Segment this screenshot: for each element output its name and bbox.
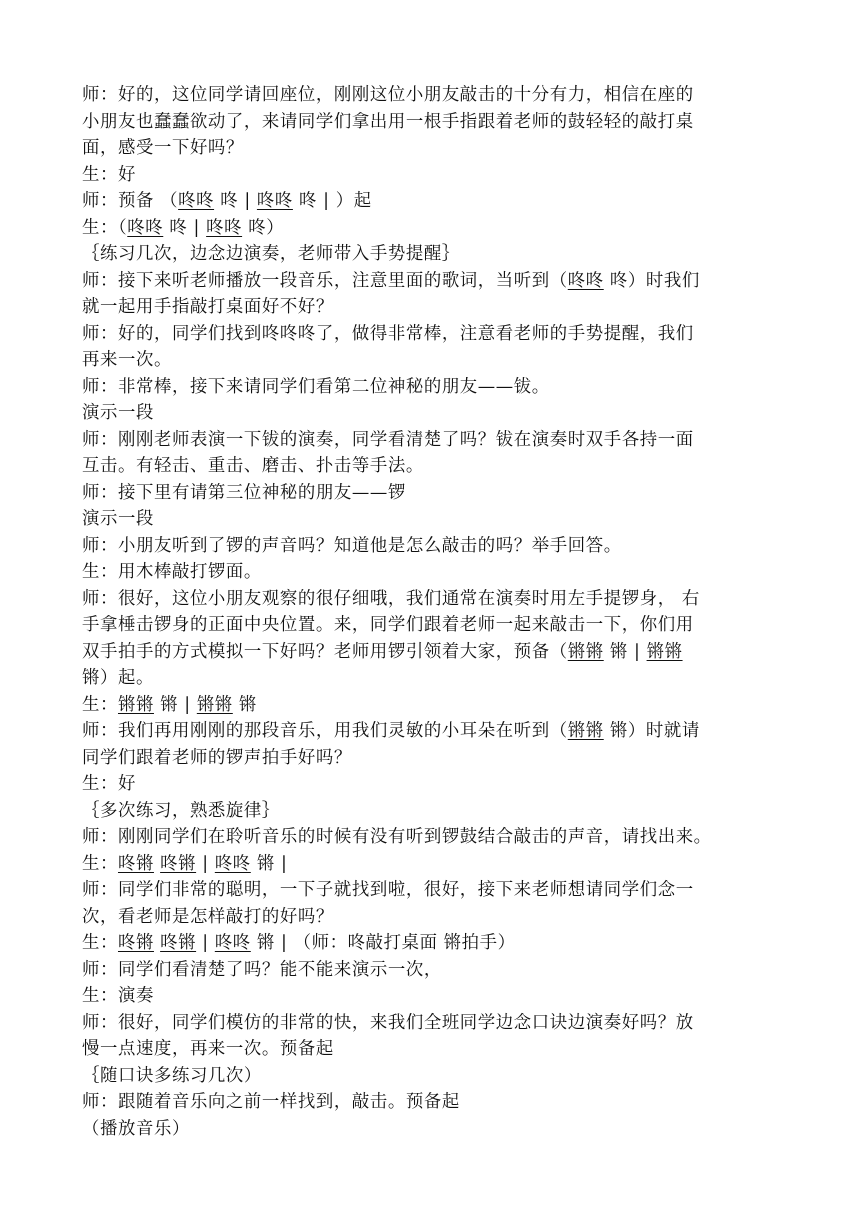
text-line [82, 241, 790, 268]
line-text: 咚） [242, 217, 285, 238]
text-line [82, 215, 790, 242]
text-line [82, 957, 790, 984]
line-text: 师：同学们非常的聪明，一下子就找到啦，很好，接下来老师想请同学们念一 [82, 880, 694, 900]
line-text: 咚 | [163, 217, 207, 238]
text-line [82, 294, 790, 321]
text-line [82, 1010, 790, 1037]
text-line [82, 162, 790, 189]
underlined-rhythm-text: 咚咚 [214, 853, 251, 874]
text-line [82, 188, 790, 215]
line-text: 咚）时我们 [603, 270, 700, 291]
underlined-rhythm-text: 锵锵 [196, 694, 233, 715]
text-line [82, 718, 790, 745]
text-line [82, 1089, 790, 1116]
line-text: | [196, 933, 215, 953]
text-line [82, 586, 790, 613]
line-text: 师：我们再用刚刚的那段音乐，用我们灵敏的小耳朵在听到（ [82, 721, 568, 741]
text-line [82, 665, 790, 692]
line-text: 师：接下里有请第三位神秘的朋友——锣 [82, 482, 406, 503]
text-line [82, 533, 790, 560]
line-text: ｛随口诀多练习几次） [82, 1065, 262, 1086]
line-text: 锵 | （师：咚敲打桌面 锵拍手） [250, 933, 516, 953]
line-text: 师：同学们看清楚了吗？能不能来演示一次， [82, 959, 442, 980]
text-line [82, 321, 790, 348]
line-text: 师：预备 （ [82, 191, 179, 211]
text-line [82, 135, 790, 162]
line-text: 就一起用手指敲打桌面好不好？ [82, 297, 334, 317]
line-text: 小朋友也蠢蠢欲动了，来请同学们拿出用一根手指跟着老师的鼓轻轻的敲打桌 [82, 111, 694, 132]
text-line [82, 453, 790, 480]
line-text: 师：小朋友听到了锣的声音吗？知道他是怎么敲击的吗？举手回答。 [82, 535, 622, 556]
line-text: 师：接下来听老师播放一段音乐，注意里面的歌词，当听到（ [82, 270, 568, 291]
text-line [82, 427, 790, 454]
line-text: 生：好 [82, 164, 136, 185]
underlined-rhythm-text: 咚锵 [160, 853, 197, 874]
line-text: 锵）起。 [82, 668, 154, 688]
text-line [82, 82, 790, 109]
line-text: 生：好 [82, 774, 136, 794]
line-text: 锵）时就请 [603, 721, 700, 741]
line-text: 慢一点速度，再来一次。预备起 [82, 1039, 334, 1059]
text-line [82, 1036, 790, 1063]
line-text: 再来一次。 [82, 350, 172, 370]
underlined-rhythm-text: 咚咚 [567, 270, 604, 291]
text-line [82, 851, 790, 878]
line-text: 生：（ [82, 217, 128, 238]
line-text: 生： [82, 933, 118, 953]
underlined-rhythm-text: 咚咚 [206, 217, 243, 238]
line-text: 师：好的，这位同学请回座位，刚刚这位小朋友敲击的十分有力，相信在座的 [82, 85, 694, 105]
text-line [82, 692, 790, 719]
underlined-rhythm-text: 咚咚 [256, 191, 293, 211]
underlined-rhythm-text: 咚锵 [117, 853, 154, 874]
line-text: 生：演奏 [82, 986, 154, 1006]
line-text: 师：好的，同学们找到咚咚咚了，做得非常棒，注意看老师的手势提醒，我们 [82, 323, 694, 344]
line-text: 锵 | [603, 641, 647, 662]
text-line [82, 904, 790, 931]
underlined-rhythm-text: 锵锵 [117, 694, 154, 715]
line-text: 演示一段 [82, 403, 154, 423]
text-line [82, 612, 790, 639]
document-body [82, 82, 790, 1142]
text-line [82, 639, 790, 666]
text-line [82, 506, 790, 533]
line-text: ｛练习几次，边念边演奏，老师带入手势提醒｝ [82, 244, 460, 264]
line-text: 师：跟随着音乐向之前一样找到，敲击。预备起 [82, 1092, 460, 1112]
line-text: 师：刚刚老师表演一下钹的演奏，同学看清楚了吗？钹在演奏时双手各持一面 [82, 429, 694, 450]
line-text: 生：用木棒敲打锣面。 [82, 562, 262, 582]
text-line [82, 983, 790, 1010]
line-text: ｛多次练习，熟悉旋律｝ [82, 800, 280, 821]
line-text: 师：很好，同学们模仿的非常的快，来我们全班同学边念口诀边演奏好吗？放 [82, 1012, 694, 1033]
line-text: 演示一段 [82, 509, 154, 529]
line-text: 双手拍手的方式模拟一下好吗？老师用锣引领着大家，预备（ [82, 641, 568, 662]
underlined-rhythm-text: 锵锵 [567, 641, 604, 662]
line-text: 咚 | [214, 191, 257, 211]
text-line [82, 374, 790, 401]
line-text: 师：刚刚同学们在聆听音乐的时候有没有听到锣鼓结合敲击的声音，请找出来。 [82, 827, 712, 847]
underlined-rhythm-text: 咚咚 [178, 191, 215, 211]
line-text: 同学们跟着老师的锣声拍手好吗？ [82, 747, 352, 768]
text-line [82, 771, 790, 798]
line-text: 师：很好，这位小朋友观察的很仔细哦，我们通常在演奏时用左手提锣身， 右 [82, 588, 700, 609]
line-text: 锵 | [153, 694, 197, 715]
line-text: （播放音乐） [82, 1118, 190, 1139]
line-text: | [196, 853, 215, 874]
text-line [82, 268, 790, 295]
underlined-rhythm-text: 锵锵 [567, 721, 604, 741]
text-line [82, 1116, 790, 1143]
line-text: 生： [82, 694, 118, 715]
line-text: 生： [82, 853, 118, 874]
underlined-rhythm-text: 咚锵 [160, 933, 197, 953]
underlined-rhythm-text: 咚锵 [117, 933, 154, 953]
text-line [82, 877, 790, 904]
line-text: 锵 [232, 694, 257, 715]
underlined-rhythm-text: 咚咚 [214, 933, 251, 953]
text-line [82, 745, 790, 772]
line-text: 师：非常棒，接下来请同学们看第二位神秘的朋友——钹。 [82, 376, 550, 397]
line-text: 次，看老师是怎样敲打的好吗？ [82, 906, 334, 927]
line-text: 锵 | [250, 853, 288, 874]
text-line [82, 824, 790, 851]
line-text: 互击。有轻击、重击、磨击、扑击等手法。 [82, 456, 424, 476]
text-line [82, 1063, 790, 1090]
text-line [82, 798, 790, 825]
underlined-rhythm-text: 锵锵 [646, 641, 683, 662]
text-line [82, 559, 790, 586]
text-line [82, 109, 790, 136]
text-line [82, 400, 790, 427]
line-text: 手拿棰击锣身的正面中央位置。来，同学们跟着老师一起来敲击一下，你们用 [82, 615, 694, 635]
text-line [82, 480, 790, 507]
text-line [82, 347, 790, 374]
line-text: 咚 | ）起 [292, 191, 372, 211]
line-text: 面，感受一下好吗？ [82, 138, 244, 158]
underlined-rhythm-text: 咚咚 [127, 217, 164, 238]
text-line [82, 930, 790, 957]
